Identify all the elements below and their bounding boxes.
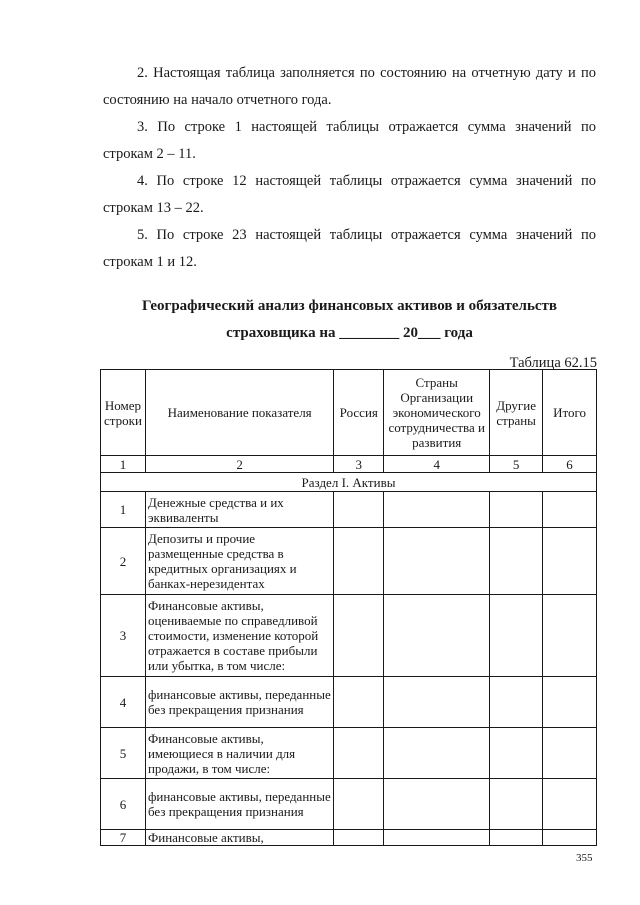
column-number: 1	[101, 456, 146, 473]
cell-other	[490, 728, 543, 779]
cell-total	[543, 492, 597, 528]
table-row	[101, 492, 597, 528]
cell-other	[490, 677, 543, 728]
column-number: 2	[145, 456, 333, 473]
cell-oecd	[384, 779, 490, 830]
cell-total	[543, 830, 597, 846]
cell-other	[490, 492, 543, 528]
paragraph-4: 4. По строке 12 настоящей таблицы отражается сумма значений по строкам 13 – 22.	[103, 173, 596, 216]
row-name: Финансовые активы, имеющиеся в наличии для продажи, в том числе:	[145, 728, 333, 779]
cell-russia	[334, 728, 384, 779]
row-number: 5	[101, 728, 146, 779]
cell-russia	[334, 830, 384, 846]
cell-total	[543, 677, 597, 728]
cell-russia	[334, 492, 384, 528]
paragraph-2: 2. Настоящая таблица заполняется по состоянию на отчетную дату и по состоянию на начало отчетного года.	[103, 65, 596, 108]
cell-other	[490, 779, 543, 830]
table-row	[101, 528, 597, 595]
geographic-analysis-table	[100, 369, 597, 846]
paragraph-3: 3. По строке 1 настоящей таблицы отражается сумма значений по строкам 2 – 11.	[103, 119, 596, 162]
table-row	[101, 595, 597, 677]
row-name: Денежные средства и их эквиваленты	[145, 492, 333, 528]
table-row	[101, 677, 597, 728]
cell-russia	[334, 528, 384, 595]
header-other-countries: Другие страны	[490, 370, 543, 456]
cell-oecd	[384, 595, 490, 677]
cell-oecd	[384, 677, 490, 728]
row-name: Финансовые активы, оцениваемые по справедливой стоимости, изменение которой отражается в составе прибыли или убытка, в том числе:	[145, 595, 333, 677]
table-row	[101, 830, 597, 846]
row-number: 2	[101, 528, 146, 595]
row-name: финансовые активы, переданные без прекращения признания	[145, 677, 333, 728]
header-row-number: Номер строки	[101, 370, 146, 456]
header-russia: Россия	[334, 370, 384, 456]
row-name: финансовые активы, переданные без прекращения признания	[145, 779, 333, 830]
column-number-row	[101, 456, 597, 473]
cell-oecd	[384, 528, 490, 595]
column-number: 5	[490, 456, 543, 473]
table-title-line-2: страховщика на ________ 20___ года	[226, 325, 473, 341]
cell-other	[490, 830, 543, 846]
header-oecd-countries: Страны Организации экономического сотрудничества и развития	[384, 370, 490, 456]
table-header-row	[101, 370, 597, 456]
cell-other	[490, 595, 543, 677]
table-title-line-1: Географический анализ финансовых активов и обязательств	[141, 298, 558, 314]
table-row	[101, 728, 597, 779]
cell-other	[490, 528, 543, 595]
cell-russia	[334, 677, 384, 728]
cell-russia	[334, 595, 384, 677]
cell-total	[543, 779, 597, 830]
cell-oecd	[384, 492, 490, 528]
row-number: 4	[101, 677, 146, 728]
row-number: 7	[101, 830, 146, 846]
page-number: 355	[576, 852, 593, 864]
paragraph-5: 5. По строке 23 настоящей таблицы отражается сумма значений по строкам 1 и 12.	[103, 227, 596, 270]
cell-total	[543, 528, 597, 595]
column-number: 6	[543, 456, 597, 473]
table-number-label: Таблица 62.15	[509, 355, 597, 371]
row-number: 3	[101, 595, 146, 677]
cell-oecd	[384, 830, 490, 846]
row-name: Финансовые активы,	[145, 830, 333, 846]
cell-russia	[334, 779, 384, 830]
row-number: 1	[101, 492, 146, 528]
cell-total	[543, 595, 597, 677]
column-number: 3	[334, 456, 384, 473]
section-row	[101, 473, 597, 492]
column-number: 4	[384, 456, 490, 473]
table-row	[101, 779, 597, 830]
row-number: 6	[101, 779, 146, 830]
section-heading: Раздел I. Активы	[101, 473, 597, 492]
header-indicator-name: Наименование показателя	[145, 370, 333, 456]
header-total: Итого	[543, 370, 597, 456]
cell-oecd	[384, 728, 490, 779]
row-name: Депозиты и прочие размещенные средства в кредитных организациях и банках-нерезидентах	[145, 528, 333, 595]
cell-total	[543, 728, 597, 779]
